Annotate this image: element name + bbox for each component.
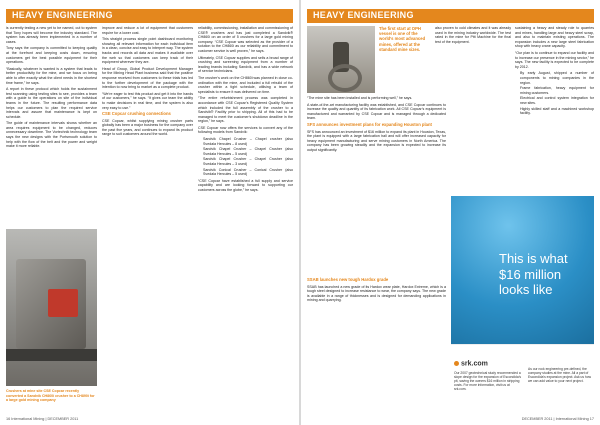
lifting-hook-photo: [307, 26, 375, 93]
paragraph: SSAB has launched a new grade of its Hardox wear plate, Hardox Extreme, which is a tough steel designed to increase resistance to wear, the company says. The new grade is available in a range of thicknesses and is designed for demanding applications in mining and quarrying.: [307, 284, 446, 303]
paragraph: improve and reduce a lot of equipment that customers require for a lower cost.: [102, 26, 193, 35]
ad-headline-1: This is what: [499, 251, 568, 266]
list-item: • Highly skilled staff and a machined workshop facility.: [520, 107, 594, 116]
logo-dot-icon: [454, 361, 459, 366]
list-intro: CSE Copcar now offers the services to convert any of the following models from Sandvik:: [198, 125, 293, 135]
paragraph: This straight process single point dashboard monitoring showing all relevant information for each individual item in a clean, concise and easy to interpret way. The system tracks and records all data and makes it available over the web so that customers can keep track of their equipment wherever they are.: [102, 37, 193, 65]
ad-body-text-2: As our rock engineering pre-defined, the company studies at the mine. All a part of Escondida’s expansion project. Ask us how we can add value to your next project.: [528, 367, 591, 384]
page-folio: DECEMBER 2011 | International Mining 17: [521, 417, 594, 421]
paragraph: CSE Copcar, whilst supplying mining crusher parts globally has been a major business for the company over the past five years, and continues to expand its product range to suit customers around the world.: [102, 118, 193, 137]
list-item: • Frame fabrication, heavy equipment for mining customers.: [520, 86, 594, 95]
section-header: [307, 9, 594, 23]
ad-headline-2: $16 million looks like: [499, 267, 562, 297]
subheading: CSE Copcar crushing connections: [102, 111, 171, 117]
paragraph: reliability, commissioning, installation and commissioning of CSE® crushers and has just completed a Sandvik® CH860i on an order of 5 crushers for a large gold mining company. “CSE Copcar was selected as the provider of a solution to the CH860i as our reliability and commitment to customer service is well proven,” he says.: [198, 26, 293, 53]
pull-quote: The first start at OPH vessel is one of the world’s most advanced mines, offered at the standard mine sizes.: [379, 26, 426, 52]
section-header-title: HEAVY ENGINEERING: [313, 10, 414, 20]
ad-body-text: Our 2007 geotechnical study recommended a slope design for the expansion of Escondida’s pit, saving the owners $16 million in stripping costs. For more information, visit us at srk.com.: [454, 371, 522, 392]
paragraph: “CSE Copcar have established a full supply and service capability and are looking forward to supporting our customers across the globe,” he says.: [198, 178, 293, 192]
paragraph: The guide of maintenance intervals shows whether an area requires equipment to be changed, reduces unnecessary downtime. The Vortechnik technology team says the new designs with the Portsmouth solution to help with the flow of the belt and the power and weight make it more reliable.: [6, 121, 97, 149]
section-header-title: HEAVY ENGINEERING: [12, 10, 113, 20]
right-page: [301, 0, 600, 425]
subheading: SSAB launches new tough Hardox grade: [307, 277, 389, 282]
advertisement[interactable]: [451, 196, 594, 344]
page-folio: 16 International Mining | DECEMBER 2011: [6, 417, 79, 421]
list-item: • Sandvik Chapel Crusher – Chapel crusher (also Svedala Hercules – 8 used): [203, 137, 293, 146]
paragraph: also proven to cold climates and it was already used in the mining industry worldwide. The test rated in the mine for Pitt Machine for the final test of the equipment.: [435, 26, 511, 44]
left-page: [0, 0, 299, 425]
article-column-1: [6, 26, 97, 226]
paragraph: Tony says the company is committed to keeping quality at the forefront and keeping costs down, ensuring customers get the best possible equipment for their operations.: [6, 46, 97, 65]
article-column-b-top: [515, 26, 594, 194]
paragraph: “Basically, whatever is wanted is a system that leads to better productivity for the mine, and we focus on being able to offer exactly what the client needs in the shortest time frame,” he says.: [6, 66, 97, 85]
subheading: SFS announces investment plans for expanding Houston plant: [307, 121, 432, 127]
list-item: • By early August, shipped a number of components to mining companies in the region.: [520, 71, 594, 85]
list-item: • Sandvik Chapel Crusher – Chapel Crusher (also Svedala Hercules – 3 used): [203, 157, 293, 166]
article-column-b: [307, 276, 446, 406]
paragraph: is currently testing a new yet to be named, cut to system that Tony hopes will become the industry standard. The system has already been implemented in a number of cases.: [6, 26, 97, 44]
crusher-list: [198, 137, 293, 177]
article-column-a-top: [435, 26, 511, 74]
list-item: • Electrical and control system integration for new sites.: [520, 96, 594, 105]
crusher-base: [6, 349, 97, 361]
logo-text: srk.com: [461, 360, 488, 368]
crusher-photo: [6, 229, 97, 386]
article-column-2: [102, 26, 193, 414]
paragraph: The crusher’s work on the CH860i was planned in close co-ordination with the mine, and included a full rebuild of the crusher within a tight schedule, utilising a team of specialists to ensure it was delivered on time.: [198, 75, 293, 94]
paragraph: SFS has announced an investment of $16 million to expand its plant in Houston, Texas, the plant is equipped with a large fabrication hall and will offer increased capacity for heavy equipment manufacturing and serve mining customers in North America. The company has been growing steadily and the expansion is expected to increase its output significantly.: [307, 129, 446, 152]
photo-caption: Crushers at mine site CSE Copcar recently converted a Sandvik CH860i crusher to a CH890i for a large gold mining company: [6, 389, 95, 402]
feature-list: [515, 71, 594, 115]
section-header: [6, 9, 293, 23]
paragraph: A state-of-the-art manufacturing facility was established, and CSE Copcar continues to increase the quality and quantity of its fabrication work. All CSE Copcar’s equipment is manufactured and warranted by CSE Copcar and is managed through a dedicated team.: [307, 102, 446, 121]
srk-logo[interactable]: [454, 355, 494, 368]
article-column-3: [198, 26, 293, 414]
list-item: • Sandvik Chapel Crusher – Chapel Crusher (also Svedala Hercules – 5 used): [203, 147, 293, 156]
paragraph: Ultimately, CSE Copcar supplies and sells a broad range of crushing and screening equipment from a number of leading brands including Sandvik, and has a wide network of service technicians.: [198, 55, 293, 74]
paragraph: “The mine site has been installed and is performing well,” he says.: [307, 96, 413, 100]
list-item: • Sandvik Conical Crusher – Conical Crusher (also Svedala Hercules – 5 used): [203, 168, 293, 177]
paragraph: “We’re eager to test this product and get it into the hands of our customers,” he says. “It gives our team the ability to make decisions in real time, and the system is also very easy to use.”: [102, 91, 193, 110]
ring-shape: [328, 64, 362, 92]
paragraph: “The entire refurbishment process was completed in accordance with CSE Copcar’s Registered Quality System which included the full assembly of the crusher to a Sandvik® Facility prior to shipping. All of this had to be managed to meet the customer’s shutdown deadline in the region,” he says.: [198, 96, 293, 124]
paragraph: A report in these protocol which holds the sustainment test scanning using testing sites to see, provides a team with a guide to the operations on site of the individual teams in the future. The resulting performance data helps our customers to plan the required service intervals and assure that maintenance is kept on schedule.: [6, 87, 97, 119]
crusher-red-part: [48, 289, 78, 317]
paragraph: “Our plan is to continue to expand our facility and to increase our presence in the mining sector,” he says. The new facility is expected to be complete by 2012.: [515, 50, 594, 69]
advertisement-footer: [451, 344, 594, 413]
paragraph: sustaining a heavy and steady role to quarries and mines, handling large and heavy steel scrap, and also to maintain existing operations. The expansion includes a new large steel fabrication shop with heavy crane capacity.: [515, 26, 594, 49]
paragraph: Head of Group, Global Product Development Manager for the Mining Head Plant business said that the positive response received from customers to these trials has led to the further development of the package with the intention to now bring to market as a complete product.: [102, 66, 193, 90]
